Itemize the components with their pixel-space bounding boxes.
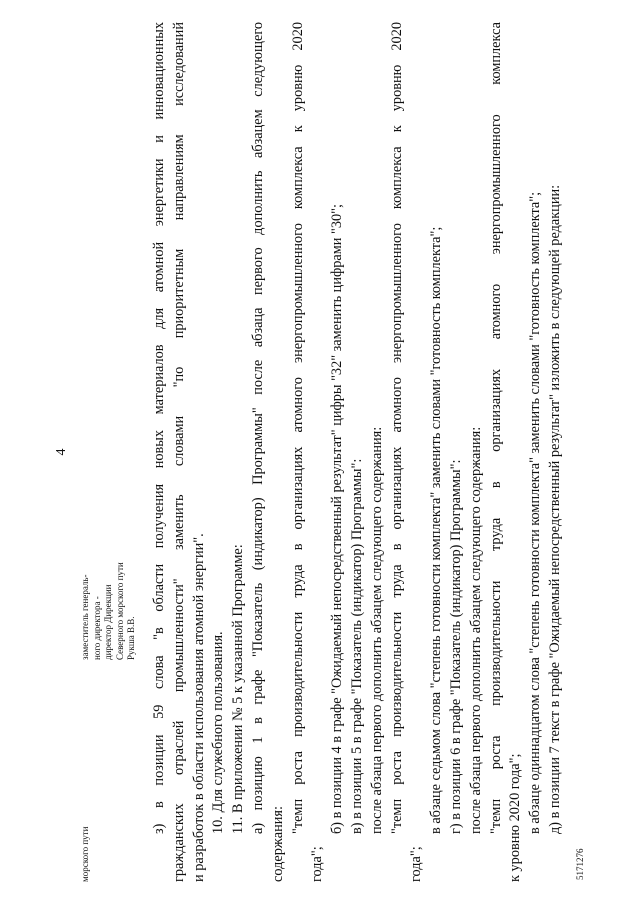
margin-note: морского пути <box>80 826 90 882</box>
document-code: 5171276 <box>575 848 585 880</box>
paragraph: в) в позиции 5 в графе "Показатель (индикатор) Программы": <box>348 458 365 834</box>
paragraph: д) в позиции 7 текст в графе "Ожидаемый непосредственный результат" изложить в следующей редакции: <box>546 184 563 834</box>
signature-line: Северного морского пути <box>114 562 125 660</box>
paragraph: после абзаца первого дополнить абзацем следующего содержания: <box>467 426 484 834</box>
signature-block <box>80 540 138 660</box>
signature-line: Рукша В.В. <box>126 616 136 660</box>
signature-line: заместитель генераль- <box>80 574 90 660</box>
paragraph: г) в позиции 6 в графе "Показатель (индикатор) Программы": <box>447 459 464 834</box>
signature-line: ного директора - <box>91 596 102 660</box>
paragraph-line: а) позицию 1 в графе "Показатель (индикатор) Программы" после абзаца первого дополнить абзацем следующего <box>249 22 266 834</box>
paragraph: б) в позиции 4 в графе "Ожидаемый непосредственный результат" цифры "32" заменить цифрами "30"; <box>329 204 346 834</box>
paragraph: в абзаце седьмом слова "степень готовности комплекта" заменить словами "готовность комплекта"; <box>428 226 445 834</box>
paragraph: 10. Для служебного пользования. <box>210 631 227 834</box>
rotated-page <box>40 22 600 882</box>
paragraph-line: года"; <box>309 846 326 882</box>
paragraph-line: "темп роста производительности труда в организациях атомного энергопромышленного комплекса к уровню 2020 <box>388 22 405 834</box>
paragraph: в абзаце одиннадцатом слова "степень готовности комплекта" заменить словами "готовность комплекта"; <box>527 191 544 834</box>
paragraph-line: года"; <box>408 846 425 882</box>
paragraph-line: гражданских отраслей промышленности" заменить словами "по приоритетным направлениям исследований <box>170 22 187 882</box>
document-body <box>150 22 566 882</box>
paragraph-line: з) в позиции 59 слова "в области получения новых материалов для атомной энергетики и инновационных <box>151 22 167 834</box>
paragraph: после абзаца первого дополнить абзацем следующего содержания: <box>368 426 385 834</box>
paragraph-line: "темп роста производительности труда в организациях атомного энергопромышленного комплекса <box>487 22 504 834</box>
paragraph: 11. В приложении № 5 к указанной Программе: <box>230 544 247 834</box>
page-number: 4 <box>54 448 69 456</box>
paragraph-line: к уровню 2020 года"; <box>507 753 524 882</box>
signature-line: директор Дирекции <box>103 584 113 660</box>
paragraph-line: содержания: <box>269 806 286 882</box>
paragraph-line: и разработок в области использования атомной энергии". <box>190 533 207 882</box>
paragraph-line: "темп роста производительности труда в организациях атомного энергопромышленного комплекса к уровню 2020 <box>289 22 306 834</box>
